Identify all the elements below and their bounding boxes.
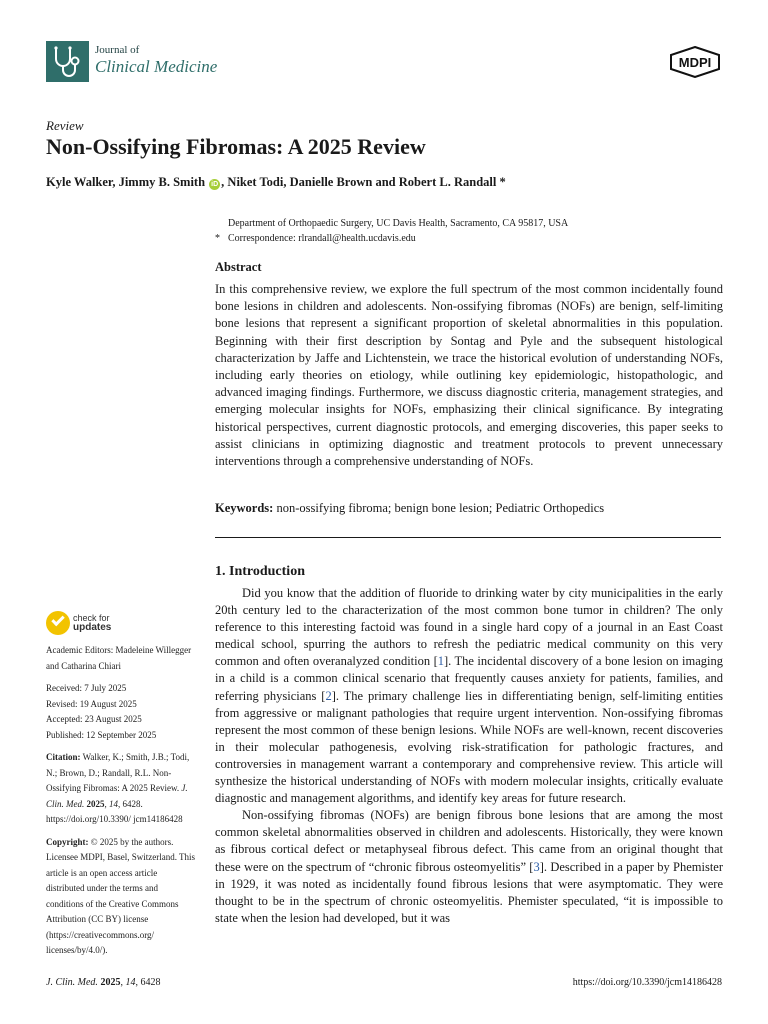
intro-paragraph-1: Did you know that the addition of fluoride to drinking water by city municipalities in the early 20th century led to the characterization of the most common bone tumor in children? The only reference to this interesting factoid was found in a single hard copy of a journal in an East Coast medical school, spurring the authors to refresh the pediatric medical community on this very common and often overanalyzed condition [1]. The incidental discovery of a bone lesion on imaging in a child is a common clinical scenario that frequently causes anxiety for patients, families, and referring physicians [2]. The primary challenge lies in differentiating benign, self-limiting entities from aggressive or malignant pathologies that require urgent intervention. Non-ossifying fibromas represent the most common of these benign lesions. While NOFs are well-known, recent discoveries in their molecular pathogenesis, evolving risk-stratification for pathologic fractures, and controversies in management warrant a contemporary and comprehensive review. This article will synthesize the historical understanding of NOFs with modern molecular insights, critically evaluate diagnostic and management algorithms, and identify key areas for future research. <box>215 586 724 806</box>
article-title: Non-Ossifying Fibromas: A 2025 Review <box>46 134 426 159</box>
keywords <box>215 501 604 516</box>
accepted-date: Accepted: 23 August 2025 <box>46 714 142 724</box>
intro-body <box>215 585 723 927</box>
reference-link-2[interactable]: 2 <box>325 688 332 703</box>
abstract-text: In this comprehensive review, we explore the full spectrum of the most common incidentally found bone lesions in children and adolescents. Non-ossifying fibromas (NOFs) are benign, self-limiting bone lesions that represent a significant proportion of skeletal abnormalities in this population. Beginning with their first description by Sontag and Pyle and the subsequent histological characterization by Jaffe and Lichtenstein, we trace the historical evolution of understanding NOFs, including early theories on etiology, while outlining key epidemiologic, histopathologic, and advanced imaging findings. Furthermore, we discuss diagnostic criteria, management strategies, and emerging molecular insights for NOFs, emphasizing their clinical significance. By integrating historical perspectives, current diagnostic protocols, and emerging discoveries, this paper seeks to assist clinicians in optimizing diagnostic and treatment protocols to prevent unnecessary interventions through a comprehensive understanding of NOFs. <box>215 282 723 469</box>
keywords-text: non-ossifying fibroma; benign bone lesion; Pediatric Orthopedics <box>276 501 605 515</box>
section-divider <box>215 537 721 538</box>
correspondence: * Correspondence: rlrandall@health.ucdavis.edu <box>215 233 416 244</box>
abstract-heading: Abstract <box>215 260 262 274</box>
journal-of: Journal of <box>95 44 140 56</box>
mdpi-logo-text: MDPI <box>678 55 712 70</box>
authors-part2: , Niket Todi, Danielle Brown and Robert L. Randall * <box>221 175 506 189</box>
check-for-updates-badge[interactable] <box>46 611 156 637</box>
affiliation: Department of Orthopaedic Surgery, UC Davis Health, Sacramento, CA 95817, USA <box>228 218 569 229</box>
stethoscope-icon <box>46 41 89 82</box>
received-date: Received: 7 July 2025 <box>46 683 127 693</box>
affiliation-block <box>215 216 568 246</box>
article-info-sidebar <box>46 643 196 966</box>
revised-date: Revised: 19 August 2025 <box>46 698 137 709</box>
author-list <box>46 175 506 190</box>
footer-citation: J. Clin. Med. 2025, 14, 6428 <box>46 977 161 988</box>
reference-link-1[interactable]: 1 <box>437 654 444 669</box>
cfu-top: check for <box>73 613 110 623</box>
intro-heading: 1. Introduction <box>215 564 305 579</box>
authors-part1: Kyle Walker, Jimmy B. Smith <box>46 175 209 189</box>
check-icon <box>46 611 70 635</box>
cfu-bottom: updates <box>73 622 112 633</box>
copyright: Copyright: © 2025 by the authors. Licensee MDPI, Basel, Switzerland. This article is an open access article distributed under the terms and conditions of the Creative Commons Attribution (CC BY) license (https://creativecommons.org/ licenses/by/4.0/). <box>46 836 196 955</box>
article-type: Review <box>46 118 84 133</box>
keywords-label: Keywords: <box>215 501 274 515</box>
orcid-icon[interactable]: iD <box>211 181 219 188</box>
intro-paragraph-2: Non-ossifying fibromas (NOFs) are benign fibrous bone lesions that are among the most common skeletal abnormalities observed in children and adolescents. Historically, they were known as fibrous cortical defect or metaphyseal fibrous defect. This came from an original thought that these were on the spectrum of “chronic fibrous osteomyelitis” [3]. Described in a paper by Phemister in 1929, it was noted as incidentally found fibrous lesions that were asymptomatic. They were thought to be in the spectrum of chronic osteomyelitis. Phemister speculated, “it is impossible to state when the lesion had developed, but it was <box>215 808 724 925</box>
journal-logo <box>46 41 89 82</box>
reference-link-3[interactable]: 3 <box>533 859 540 874</box>
published-date: Published: 12 September 2025 <box>46 729 157 740</box>
academic-editors: Academic Editors: Madeleine Willegger and Catharina Chiari <box>46 645 192 671</box>
journal-name <box>95 45 217 75</box>
journal-title: Clinical Medicine <box>95 57 218 76</box>
footer-doi-link[interactable]: https://doi.org/10.3390/jcm14186428 <box>572 977 722 988</box>
citation: Citation: Walker, K.; Smith, J.B.; Todi, N.; Brown, D.; Randall, R.L. Non-Ossifying Fibromas: A 2025 Review. J. Clin. Med. 2025, 14, 6428. https://doi.org/10.3390/ jcm14186428 <box>46 752 190 824</box>
dates <box>46 681 196 743</box>
mdpi-logo <box>669 46 721 78</box>
